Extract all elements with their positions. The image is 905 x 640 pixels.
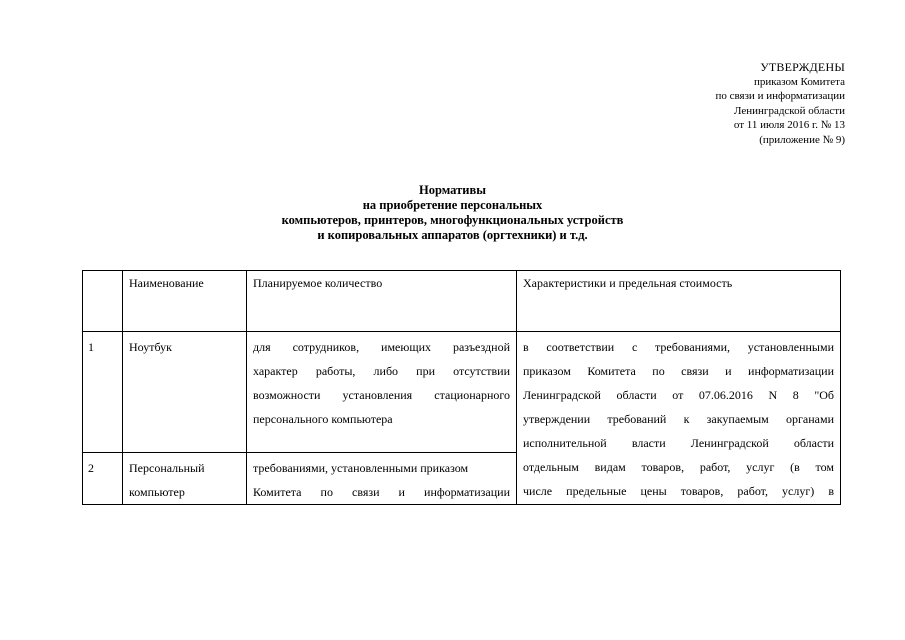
- quantity-line: возможности установления стационарного: [253, 388, 510, 402]
- characteristics-line: в соответствии с требованиями, установленными: [523, 340, 834, 354]
- title-line: на приобретение персональных: [362, 198, 543, 212]
- title-line: компьютеров, принтеров, многофункциональных устройств: [281, 213, 624, 227]
- title-line: и копировальных аппаратов (оргтехники) и т.д.: [317, 228, 588, 242]
- approval-appendix-line: (приложение № 9): [759, 133, 845, 146]
- row-quantity: [247, 332, 517, 453]
- quantity-line: персонального компьютера: [253, 412, 393, 426]
- row-name-line: Персональный: [129, 461, 205, 475]
- quantity-line: для сотрудников, имеющих разъездной: [253, 340, 510, 354]
- characteristics-line: Ленинградской области от 07.06.2016 N 8 "Об: [523, 388, 834, 402]
- row-number: 1: [83, 332, 123, 453]
- quantity-line: характер работы, либо при отсутствии: [253, 364, 510, 378]
- table-row: [83, 332, 841, 453]
- approval-stamp: [715, 60, 845, 147]
- characteristics-line: приказом Комитета по связи и информатизации: [523, 364, 834, 378]
- table-header-row: [83, 271, 841, 332]
- row-quantity: [247, 453, 517, 505]
- quantity-line: Комитета по связи и информатизации: [253, 485, 510, 499]
- characteristics-line: числе предельные цены товаров, работ, услуг) в: [523, 484, 834, 498]
- row-characteristics: [517, 332, 841, 505]
- row-name: [123, 332, 247, 453]
- row-name-line: компьютер: [129, 485, 185, 499]
- row-name-line: Ноутбук: [129, 340, 172, 354]
- characteristics-line: утверждении требований к закупаемым органами: [523, 412, 834, 426]
- row-name: [123, 453, 247, 505]
- header-name: Наименование: [123, 271, 247, 332]
- approval-line: приказом Комитета: [753, 75, 845, 88]
- title-line: Нормативы: [419, 183, 486, 197]
- approval-line: по связи и информатизации: [715, 90, 845, 102]
- document-title: [0, 183, 905, 243]
- header-characteristics: Характеристики и предельная стоимость: [517, 271, 841, 332]
- approval-line: Ленинградской области: [734, 104, 845, 117]
- characteristics-line: отдельным видам товаров, работ, услуг (в том: [523, 460, 834, 474]
- quantity-line: требованиями, установленными приказом: [253, 461, 469, 475]
- header-quantity: Планируемое количество: [247, 271, 517, 332]
- approval-date-line: от 11 июля 2016 г. № 13: [733, 119, 845, 131]
- norms-table: [82, 270, 841, 505]
- row-number: 2: [83, 453, 123, 505]
- approval-heading: УТВЕРЖДЕНЫ: [760, 60, 845, 74]
- header-number: [83, 271, 123, 332]
- characteristics-line: исполнительной власти Ленинградской области: [523, 436, 834, 450]
